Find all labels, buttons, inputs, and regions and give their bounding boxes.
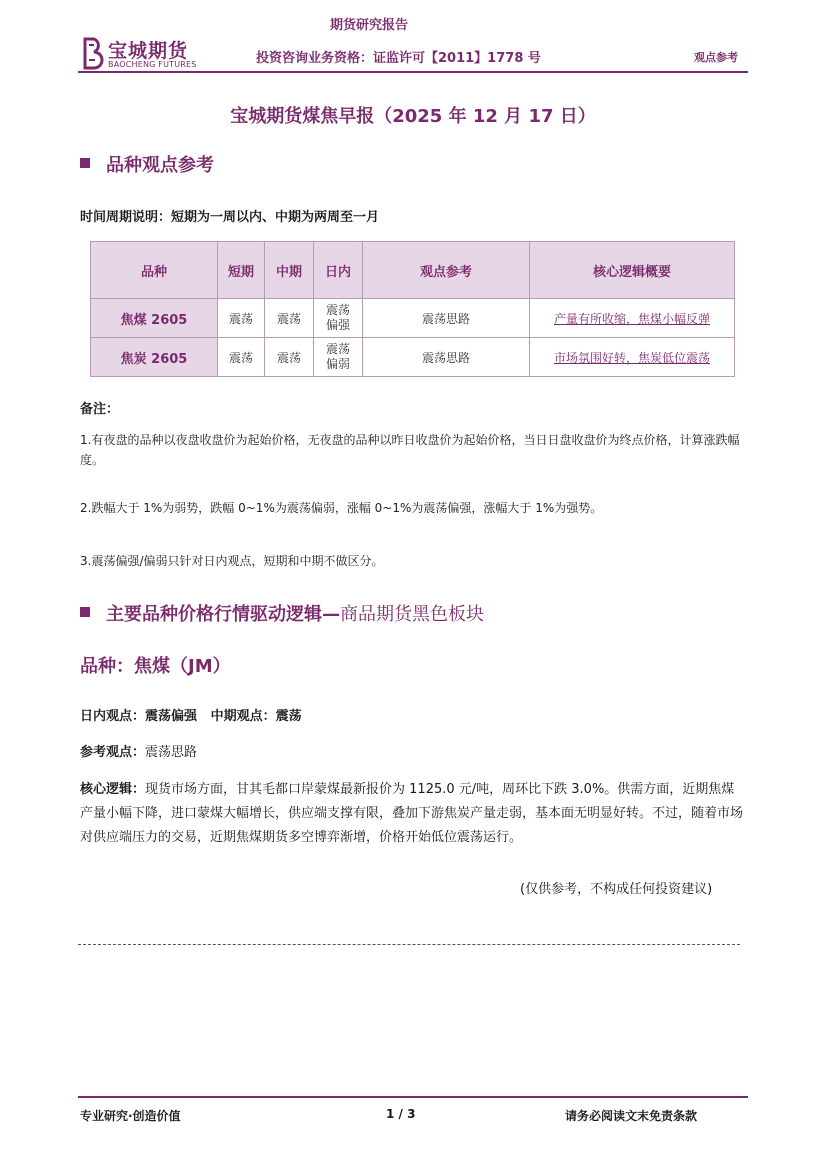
section-bullet-icon [80, 158, 90, 168]
note-item: 2.跌幅大于 1%为弱势，跌幅 0~1%为震荡偏弱，涨幅 0~1%为震荡偏强，涨幅大于 1%为强势。 [80, 501, 603, 515]
disclaimer: (仅供参考，不构成任何投资建议) [520, 882, 713, 897]
notes-heading: 备注： [80, 402, 120, 417]
view-cell: 震荡思路 [363, 338, 530, 377]
header-tag: 观点参考 [694, 51, 738, 64]
intraday-line: 偏弱 [325, 357, 350, 371]
short-term-cell: 震荡 [218, 299, 265, 338]
logo-en-text: BAOCHENG FUTURES [108, 60, 197, 69]
variety-heading: 品种：焦煤（JM） [80, 656, 231, 677]
note-item: 1.有夜盘的品种以夜盘收盘价为起始价格，无夜盘的品种以昨日收盘价为起始价格，当日日盘收盘价为终点价格，计算涨跌幅度。 [80, 433, 740, 467]
header-divider [78, 71, 748, 73]
core-label: 核心逻辑： [80, 782, 146, 797]
logic-link[interactable]: 产量有所收缩，焦煤小幅反弹 [530, 299, 735, 338]
core-logic-paragraph [80, 778, 745, 850]
intraday-cell [314, 299, 363, 338]
section-heading-views [80, 151, 214, 177]
logo-cn-text: 宝城期货 [108, 40, 189, 62]
mid-term-cell: 震荡 [265, 338, 314, 377]
views-table [90, 241, 735, 377]
page-number: 1 / 3 [386, 1107, 416, 1121]
footer-disclaimer-note: 请务必阅读文末免责条款 [565, 1109, 698, 1123]
reference-label: 参考观点： [80, 745, 146, 760]
company-logo [80, 36, 210, 72]
table-header-row [91, 242, 735, 299]
table-row [91, 338, 735, 377]
section-title: 品种观点参考 [106, 155, 214, 176]
dashed-divider [78, 944, 740, 945]
reference-line [80, 741, 197, 760]
intraday-line: 震荡 [325, 303, 350, 317]
views-line: 日内观点：震荡偏强 中期观点：震荡 [80, 709, 302, 724]
report-type: 期货研究报告 [330, 18, 409, 33]
intraday-line: 震荡 [325, 342, 350, 356]
intraday-cell [314, 338, 363, 377]
section-bullet-icon [80, 607, 90, 617]
qualification-text: 投资咨询业务资格：证监许可【2011】1778 号 [256, 51, 541, 66]
col-header: 观点参考 [363, 242, 530, 299]
period-note: 时间周期说明：短期为一周以内、中期为两周至一月 [80, 210, 380, 225]
view-cell: 震荡思路 [363, 299, 530, 338]
col-header: 日内 [314, 242, 363, 299]
short-term-cell: 震荡 [218, 338, 265, 377]
core-text: 现货市场方面，甘其毛都口岸蒙煤最新报价为 1125.0 元/吨，周环比下跌 3.0%。供需方面，近期焦煤产量小幅下降，进口蒙煤大幅增长，供应端支撑有限，叠加下游焦炭产量走弱，基本面无明显好转。不过，随着市场对供应端压力的交易，近期焦煤期货多空博弈渐增，价格开始低位震荡运行。 [80, 782, 744, 845]
col-header: 核心逻辑概要 [530, 242, 735, 299]
variety-cell: 焦炭 2605 [91, 338, 218, 377]
logo-mark-icon [80, 36, 106, 70]
col-header: 品种 [91, 242, 218, 299]
col-header: 中期 [265, 242, 314, 299]
reference-value: 震荡思路 [145, 745, 198, 760]
footer-divider [78, 1096, 748, 1098]
table-row [91, 299, 735, 338]
note-item: 3.震荡偏强/偏弱只针对日内观点，短期和中期不做区分。 [80, 554, 384, 568]
intraday-line: 偏强 [325, 318, 350, 332]
section-subtitle: 商品期货黑色板块 [340, 604, 484, 625]
mid-term-cell: 震荡 [265, 299, 314, 338]
section-title: 主要品种价格行情驱动逻辑— [106, 604, 340, 625]
logic-link[interactable]: 市场氛围好转，焦炭低位震荡 [530, 338, 735, 377]
footer-slogan: 专业研究·创造价值 [80, 1109, 181, 1123]
section-heading-logic [80, 600, 484, 626]
col-header: 短期 [218, 242, 265, 299]
variety-cell: 焦煤 2605 [91, 299, 218, 338]
report-title: 宝城期货煤焦早报（2025 年 12 月 17 日） [230, 106, 596, 127]
